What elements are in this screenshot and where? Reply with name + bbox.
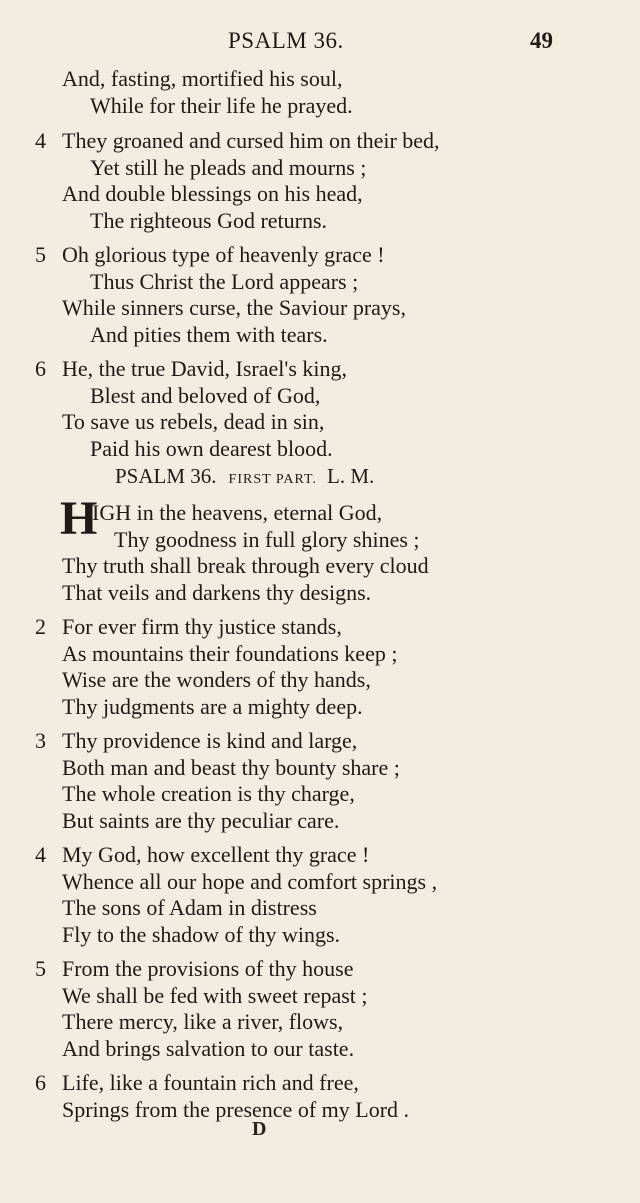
page-header	[0, 28, 640, 58]
stanza-2	[0, 614, 640, 720]
verse-line: From the provisions of thy house	[62, 956, 354, 981]
verse-line: Thus Christ the Lord appears ;	[90, 268, 359, 294]
verse-line: While sinners curse, the Saviour prays,	[62, 295, 406, 320]
signature-mark: D	[252, 1118, 267, 1140]
verse-line: Yet still he pleads and mourns ;	[90, 154, 367, 180]
page-number: 49	[530, 28, 553, 53]
stanza-number: 5	[35, 956, 46, 981]
stanza-3	[0, 728, 640, 834]
continuation-stanza	[0, 66, 640, 119]
verse-line: He, the true David, Israel's king,	[62, 356, 347, 381]
verse-line: And pities them with tears.	[90, 321, 328, 347]
stanza-5b	[0, 956, 640, 1062]
verse-line: IGH in the heavens, eternal God,	[92, 500, 383, 525]
stanza-group-a	[0, 128, 640, 470]
verse-line: Blest and beloved of God,	[90, 382, 321, 408]
verse-line: The whole creation is thy charge,	[62, 781, 355, 806]
heading-title: PSALM 36.	[115, 464, 217, 488]
verse-line: And brings salvation to our taste.	[62, 1035, 355, 1061]
verse-line: But saints are thy peculiar care.	[62, 807, 340, 833]
verse-line: That veils and darkens thy designs.	[62, 579, 372, 605]
stanza-number: 6	[35, 1070, 46, 1095]
verse-line: Paid his own dearest blood.	[90, 435, 333, 461]
stanza-6b	[0, 1070, 640, 1123]
verse-line: There mercy, like a river, flows,	[62, 1009, 344, 1034]
stanza-1	[0, 500, 640, 606]
verse-line: Thy providence is kind and large,	[62, 728, 358, 753]
section-heading	[115, 462, 374, 490]
stanza-group-b	[0, 614, 640, 1131]
verse-line: Oh glorious type of heavenly grace !	[62, 242, 385, 267]
verse-line: Springs from the presence of my Lord .	[62, 1096, 410, 1122]
verse-line: Thy goodness in full glory shines ;	[114, 526, 420, 552]
stanza-5	[0, 242, 640, 348]
verse-line: We shall be fed with sweet repast ;	[62, 982, 368, 1008]
heading-meter: L. M.	[327, 464, 375, 488]
verse-line: For ever firm thy justice stands,	[62, 614, 342, 639]
stanza-number: 4	[35, 842, 46, 867]
verse-line: Whence all our hope and comfort springs ,	[62, 868, 438, 894]
heading-part: FIRST PART.	[228, 472, 318, 487]
verse-line: As mountains their foundations keep ;	[62, 640, 398, 666]
stanza-6	[0, 356, 640, 462]
verse-line: Life, like a fountain rich and free,	[62, 1070, 359, 1095]
verse-line: Thy truth shall break through every cloud	[62, 553, 429, 578]
stanza-4b	[0, 842, 640, 948]
verse-line: While for their life he prayed.	[90, 92, 353, 118]
stanza-number: 4	[35, 128, 46, 153]
stanza-number: 5	[35, 242, 46, 267]
running-title: PSALM 36.	[228, 28, 344, 53]
verse-line: The righteous God returns.	[90, 207, 328, 233]
verse-line: My God, how excellent thy grace !	[62, 842, 370, 867]
verse-line: They groaned and cursed him on their bed,	[62, 128, 440, 153]
stanza-4	[0, 128, 640, 234]
verse-line: The sons of Adam in distress	[62, 895, 317, 920]
verse-line: To save us rebels, dead in sin,	[62, 409, 325, 434]
stanza-number: 3	[35, 728, 46, 753]
stanza-number: 2	[35, 614, 46, 639]
verse-line: Wise are the wonders of thy hands,	[62, 667, 371, 692]
verse-line: Thy judgments are a mighty deep.	[62, 693, 363, 719]
verse-line: Both man and beast thy bounty share ;	[62, 754, 400, 780]
stanza-number: 6	[35, 356, 46, 381]
drop-cap: H	[60, 492, 98, 545]
verse-line: And double blessings on his head,	[62, 181, 363, 206]
verse-line: And, fasting, mortified his soul,	[62, 66, 343, 91]
verse-line: Fly to the shadow of thy wings.	[62, 921, 341, 947]
